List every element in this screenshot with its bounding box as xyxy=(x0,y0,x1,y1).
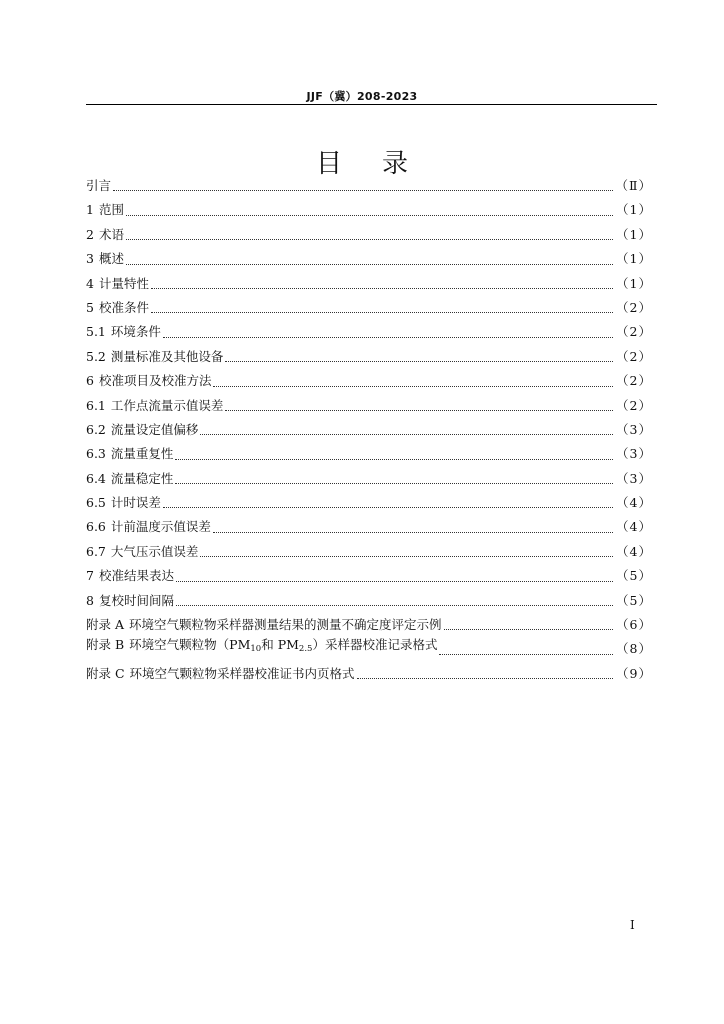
toc-leader-dots xyxy=(151,288,613,289)
toc-entry-number: 6.3 xyxy=(86,446,106,462)
page-number: I xyxy=(630,918,635,932)
toc-entry-label xyxy=(86,540,198,564)
toc-entry-number: 6.4 xyxy=(86,470,106,486)
toc-title: 目录 xyxy=(315,149,448,179)
toc-entry-page: （2） xyxy=(616,397,652,413)
toc-entry-page: （1） xyxy=(616,202,652,218)
toc-entry-number: 4 xyxy=(86,275,94,291)
toc-entry-6-3[interactable] xyxy=(86,442,652,466)
toc-entry-6-7[interactable] xyxy=(86,540,652,564)
toc-entry-label xyxy=(86,247,124,271)
toc-entry-page: （2） xyxy=(616,324,652,340)
toc-entry-intro[interactable] xyxy=(86,174,652,198)
toc-entry-label xyxy=(86,223,124,247)
toc-entry-text: 流量稳定性 xyxy=(110,470,174,486)
toc-entry-6-2[interactable] xyxy=(86,418,652,442)
toc-entry-text: 校准条件 xyxy=(98,299,149,315)
toc-entry-text: 环境空气颗粒物采样器测量结果的测量不确定度评定示例 xyxy=(129,617,442,633)
toc-entry-label: 引言 xyxy=(86,177,112,193)
toc-entry-number: 附录 B xyxy=(86,637,125,653)
toc-entry-6[interactable] xyxy=(86,369,652,393)
toc-entry-appendix-b[interactable] xyxy=(86,637,652,661)
toc-entry-text-part: ）采样器校准记录格式 xyxy=(312,637,438,653)
toc-entry-number: 7 xyxy=(86,568,94,584)
toc-entry-page: （6） xyxy=(616,617,652,633)
toc-entry-number: 2 xyxy=(86,226,94,242)
toc-entry-2[interactable] xyxy=(86,223,652,247)
toc-entry-text-part: 和 PM xyxy=(261,637,299,653)
toc-entry-6-5[interactable] xyxy=(86,491,652,515)
toc-entry-text: 环境条件 xyxy=(110,324,161,340)
toc-entry-number: 6.5 xyxy=(86,495,106,511)
toc-entry-8[interactable] xyxy=(86,589,652,613)
toc-entry-6-6[interactable] xyxy=(86,515,652,539)
toc-entry-label xyxy=(86,491,161,515)
toc-entry-number: 1 xyxy=(86,202,94,218)
toc-leader-dots xyxy=(200,556,613,557)
toc-entry-number: 5 xyxy=(86,299,94,315)
toc-entry-label xyxy=(86,515,211,539)
toc-entry-page: （5） xyxy=(616,592,652,608)
toc-entry-text: 计量特性 xyxy=(98,275,149,291)
toc-entry-page: （Ⅱ） xyxy=(615,177,652,193)
toc-entry-text: 计前温度示值误差 xyxy=(110,519,211,535)
toc-leader-dots xyxy=(175,483,613,484)
toc-entry-text: 范围 xyxy=(98,202,124,218)
toc-entry-label xyxy=(86,198,124,222)
toc-leader-dots xyxy=(225,361,613,362)
toc-entry-label xyxy=(86,418,198,442)
toc-entry-page: （2） xyxy=(616,373,652,389)
toc-entry-text: 校准项目及校准方法 xyxy=(98,373,212,389)
toc-leader-dots xyxy=(357,678,613,679)
toc-entry-7[interactable] xyxy=(86,564,652,588)
toc-entry-text: 复校时间间隔 xyxy=(98,592,174,608)
toc-entry-5[interactable] xyxy=(86,296,652,320)
toc-entry-number: 5.2 xyxy=(86,348,106,364)
toc-entry-page: （1） xyxy=(616,275,652,291)
toc-entry-label xyxy=(86,442,173,466)
toc-leader-dots xyxy=(175,459,613,460)
subscript-10: 10 xyxy=(250,644,262,655)
toc-entry-number: 6.2 xyxy=(86,421,106,437)
toc-entry-number: 3 xyxy=(86,251,94,267)
document-code-header: JJF（冀）208-2023 xyxy=(306,90,418,103)
toc-entry-text: 工作点流量示值误差 xyxy=(110,397,224,413)
toc-entry-page: （3） xyxy=(616,446,652,462)
toc-entry-label xyxy=(86,345,223,369)
toc-entry-text: 计时误差 xyxy=(110,495,161,511)
toc-leader-dots xyxy=(176,581,613,582)
toc-entry-page: （3） xyxy=(616,421,652,437)
toc-entry-label xyxy=(86,564,174,588)
toc-entry-page: （3） xyxy=(616,470,652,486)
toc-leader-dots xyxy=(163,507,613,508)
toc-entry-text: 概述 xyxy=(98,251,124,267)
toc-leader-dots xyxy=(163,337,613,338)
toc-entry-page: （5） xyxy=(616,568,652,584)
toc-entry-label xyxy=(86,394,223,418)
toc-entry-page: （4） xyxy=(616,495,652,511)
toc-entry-6-4[interactable] xyxy=(86,467,652,491)
toc-entry-appendix-c[interactable] xyxy=(86,662,652,686)
toc-entry-6-1[interactable] xyxy=(86,394,652,418)
toc-entry-text: 测量标准及其他设备 xyxy=(110,348,224,364)
toc-entry-5-2[interactable] xyxy=(86,345,652,369)
toc-entry-4[interactable] xyxy=(86,272,652,296)
toc-leader-dots xyxy=(151,312,613,313)
toc-entry-label xyxy=(86,633,437,661)
toc-entry-page: （4） xyxy=(616,519,652,535)
toc-entry-page: （1） xyxy=(616,226,652,242)
toc-entry-text-part: 环境空气颗粒物（PM xyxy=(129,637,251,653)
toc-entry-page: （4） xyxy=(616,543,652,559)
toc-entry-number: 8 xyxy=(86,592,94,608)
toc-entry-text: 流量重复性 xyxy=(110,446,174,462)
toc-list xyxy=(86,174,652,686)
toc-leader-dots xyxy=(126,264,613,265)
toc-leader-dots xyxy=(439,654,613,655)
toc-entry-text: 流量设定值偏移 xyxy=(110,421,199,437)
toc-entry-number: 5.1 xyxy=(86,324,106,340)
toc-leader-dots xyxy=(213,532,613,533)
toc-leader-dots xyxy=(213,386,613,387)
toc-leader-dots xyxy=(113,190,612,191)
subscript-2-5: 2.5 xyxy=(298,644,313,655)
toc-entry-text: 校准结果表达 xyxy=(98,568,174,584)
toc-entry-number: 6.6 xyxy=(86,519,106,535)
toc-entry-5-1[interactable] xyxy=(86,320,652,344)
toc-leader-dots xyxy=(200,434,613,435)
toc-entry-number: 6.7 xyxy=(86,543,106,559)
toc-entry-label xyxy=(86,589,174,613)
toc-entry-label xyxy=(86,467,173,491)
toc-entry-number: 附录 C xyxy=(86,665,125,681)
toc-entry-3[interactable] xyxy=(86,247,652,271)
toc-leader-dots xyxy=(126,215,613,216)
toc-entry-text: 环境空气颗粒物采样器校准证书内页格式 xyxy=(129,665,355,681)
toc-entry-label xyxy=(86,296,149,320)
toc-leader-dots xyxy=(225,410,613,411)
toc-entry-text: 大气压示值误差 xyxy=(110,543,199,559)
toc-entry-number: 6.1 xyxy=(86,397,106,413)
toc-entry-label xyxy=(86,320,161,344)
toc-leader-dots xyxy=(126,239,613,240)
toc-leader-dots xyxy=(444,629,614,630)
toc-entry-page: （8） xyxy=(616,641,652,657)
toc-leader-dots xyxy=(176,605,613,606)
toc-entry-text: 术语 xyxy=(98,226,124,242)
toc-entry-label xyxy=(86,369,211,393)
header-rule xyxy=(86,104,657,105)
toc-entry-label xyxy=(86,272,149,296)
toc-entry-number: 6 xyxy=(86,373,94,389)
toc-entry-1[interactable] xyxy=(86,198,652,222)
toc-entry-number: 附录 A xyxy=(86,617,125,633)
toc-entry-page: （9） xyxy=(616,665,652,681)
toc-entry-label xyxy=(86,662,355,686)
toc-entry-page: （1） xyxy=(616,251,652,267)
toc-entry-page: （2） xyxy=(616,299,652,315)
toc-entry-page: （2） xyxy=(616,348,652,364)
